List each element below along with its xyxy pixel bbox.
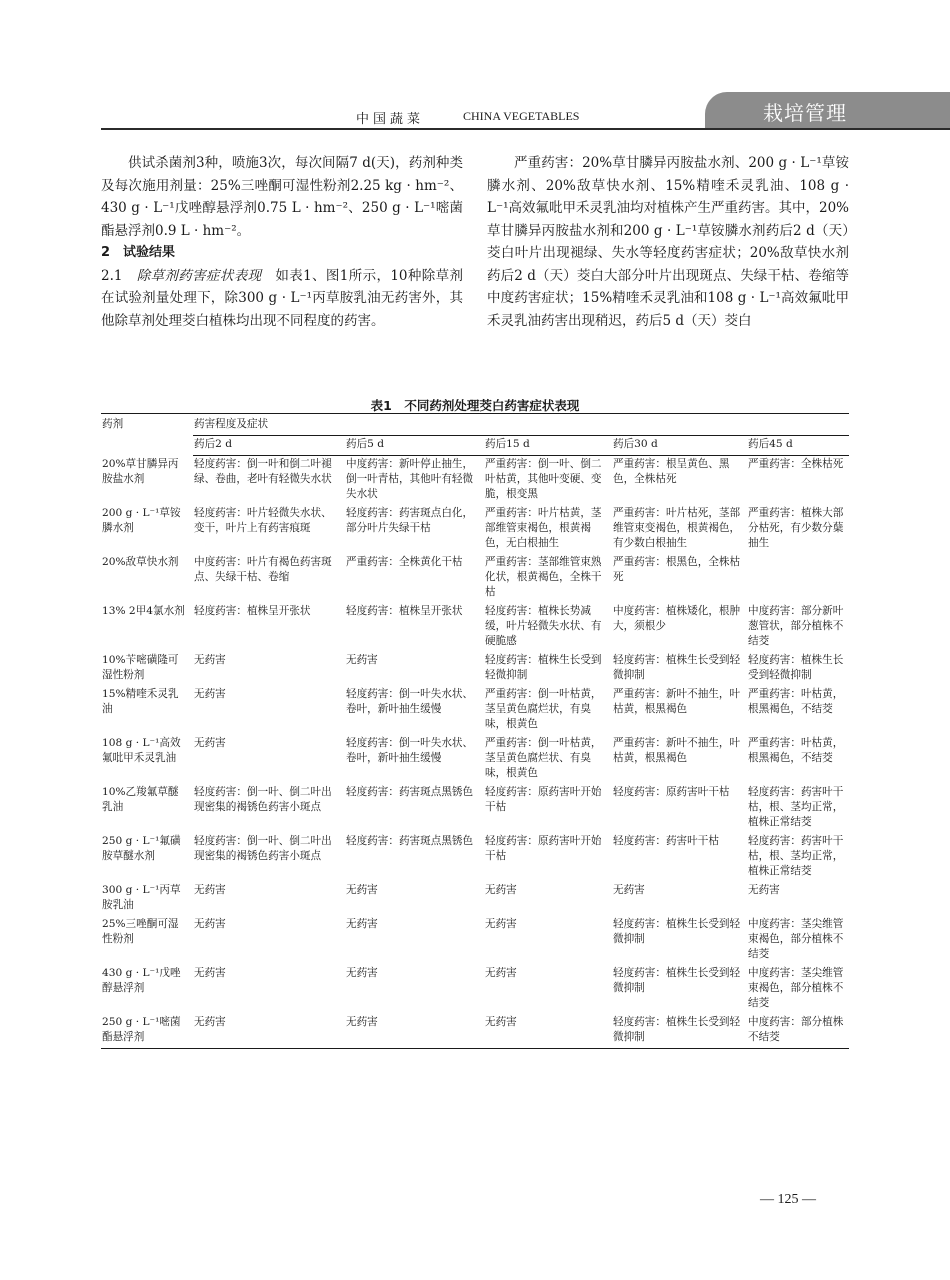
agent-cell: 20%草甘膦异丙胺盐水剂 <box>102 457 179 485</box>
symptom-cell: 轻度药害：植株生长受到轻微抑制 <box>485 654 602 681</box>
symptom-cell: 轻度药害：原药害叶开始干枯 <box>485 835 602 862</box>
symptom-cell: 轻度药害：倒一叶失水状、卷叶，新叶抽生缓慢 <box>346 737 474 764</box>
symptom-cell: 轻度药害：倒一叶和倒二叶褪绿、卷曲，老叶有轻微失水状 <box>194 458 332 485</box>
symptom-cell: 无药害 <box>485 884 517 896</box>
table-row <box>101 916 849 965</box>
symptom-cell: 严重药害：新叶不抽生，叶枯黄，根黑褐色 <box>613 688 741 715</box>
symptom-cell: 轻度药害：药害斑点黑锈色 <box>346 835 474 847</box>
symptom-cell: 轻度药害：药害叶干枯，根、茎均正常，植株正常结茭 <box>748 786 844 828</box>
table-row <box>101 833 849 882</box>
table-row <box>101 686 849 735</box>
header-day: 药后30 d <box>612 436 747 456</box>
symptom-cell: 无药害 <box>346 654 378 666</box>
journal-name-cn: 中国蔬菜 <box>356 112 425 127</box>
subsection-paragraph <box>101 265 463 333</box>
symptom-cell: 严重药害：叶片枯黄，茎部维管束褐色，根黄褐色，无白根抽生 <box>485 507 602 549</box>
symptom-cell: 严重药害：倒一叶枯黄，茎呈黄色腐烂状，有臭味，根黄色 <box>485 688 602 730</box>
symptom-cell: 无药害 <box>194 737 226 749</box>
symptom-cell: 中度药害：茎尖维管束褐色，部分植株不结茭 <box>748 918 844 960</box>
agent-cell: 250 g · L⁻¹嘧菌酯悬浮剂 <box>101 1014 193 1049</box>
symptom-cell: 中度药害：茎尖维管束褐色，部分植株不结茭 <box>748 967 844 1009</box>
header-symptoms: 药害程度及症状 <box>193 414 849 436</box>
table-row <box>101 652 849 686</box>
left-column <box>101 152 463 332</box>
symptom-cell: 轻度药害：倒一叶失水状、卷叶，新叶抽生缓慢 <box>346 688 474 715</box>
symptom-cell: 严重药害：叶片枯死，茎部维管束变褐色，根黄褐色，有少数白根抽生 <box>613 507 741 549</box>
symptom-cell: 轻度药害：药害叶干枯 <box>613 835 719 847</box>
page-number: — 125 — <box>760 1192 816 1207</box>
symptom-cell: 严重药害：植株大部分枯死，有少数分蘖抽生 <box>748 507 844 549</box>
symptom-cell: 轻度药害：植株生长受到轻微抑制 <box>613 654 741 681</box>
section-heading: 2 试验结果 <box>101 245 176 260</box>
symptom-cell: 严重药害：茎部维管束熟化状，根黄褐色，全株干枯 <box>485 556 602 598</box>
symptom-cell: 严重药害：叶枯黄，根黑褐色，不结茭 <box>748 688 844 715</box>
table-body <box>101 456 849 1049</box>
header-rule <box>101 128 950 130</box>
symptom-cell: 无药害 <box>345 1014 484 1049</box>
agent-cell: 430 g · L⁻¹戊唑醇悬浮剂 <box>102 967 181 994</box>
header-day: 药后45 d <box>747 436 849 456</box>
symptom-cell: 严重药害：全株黄化干枯 <box>346 556 463 568</box>
table-caption: 表1 不同药剂处理茭白药害症状表现 <box>370 398 580 413</box>
header-day: 药后2 d <box>193 436 345 456</box>
symptom-cell: 中度药害：部分新叶葱管状，部分植株不结茭 <box>748 605 844 647</box>
right-column <box>487 152 849 332</box>
agent-cell: 25%三唑酮可湿性粉剂 <box>102 918 179 945</box>
table-row <box>101 735 849 784</box>
agent-cell: 10%乙羧氟草醚乳油 <box>102 786 179 813</box>
table-row <box>101 784 849 833</box>
agent-cell: 300 g · L⁻¹丙草胺乳油 <box>102 884 181 911</box>
header-day: 药后5 d <box>345 436 484 456</box>
header-agent: 药剂 <box>101 414 193 456</box>
header-day: 药后15 d <box>484 436 612 456</box>
symptom-cell: 中度药害：植株矮化，根肿大，须根少 <box>613 605 741 632</box>
symptom-cell: 轻度药害：倒一叶、倒二叶出现密集的褐锈色药害小斑点 <box>194 786 332 813</box>
table-row <box>101 603 849 652</box>
symptom-cell: 无药害 <box>346 884 378 896</box>
symptom-cell: 中度药害：叶片有褐色药害斑点、失绿干枯、卷缩 <box>194 556 332 583</box>
symptom-cell: 无药害 <box>484 1014 612 1049</box>
symptom-cell: 严重药害：倒一叶枯黄，茎呈黄色腐烂状、有臭味，根黄色 <box>485 737 602 779</box>
table-row <box>101 1014 849 1049</box>
section-tab <box>705 92 950 128</box>
agent-cell: 200 g · L⁻¹草铵膦水剂 <box>102 507 181 534</box>
table-row <box>101 965 849 1014</box>
subsection-number: 2.1 <box>101 267 137 284</box>
agent-cell: 15%精喹禾灵乳油 <box>102 688 179 715</box>
symptom-cell: 严重药害：全株枯死 <box>748 458 844 470</box>
symptom-cell: 轻度药害：药害斑点黑锈色 <box>346 786 474 798</box>
symptom-cell: 中度药害：部分植株不结茭 <box>747 1014 849 1049</box>
symptom-cell: 轻度药害：植株生长受到轻微抑制 <box>613 967 741 994</box>
symptom-cell: 无药害 <box>194 967 226 979</box>
symptom-cell: 严重药害：根呈黄色、黑色，全株枯死 <box>613 458 730 485</box>
symptom-cell: 无药害 <box>485 967 517 979</box>
symptom-cell: 无药害 <box>193 1014 345 1049</box>
symptom-cell: 轻度药害：叶片轻微失水状、变干，叶片上有药害痕斑 <box>194 507 332 534</box>
journal-name-en: CHINA VEGETABLES <box>463 109 580 123</box>
symptom-cell: 无药害 <box>748 884 780 896</box>
severe-injury-paragraph: 严重药害：20%草甘膦异丙胺盐水剂、200 g · L⁻¹草铵膦水剂、20%敌草快水剂、15%精喹禾灵乳油、108 g · L⁻¹高效氟吡甲禾灵乳油均对植株产生严重药害。其中，20%草甘膦异丙胺盐水剂和200 g · L⁻¹草铵膦水剂药后2 d（天）茭白叶片出现褪绿、失水等轻度药害症状；20%敌草快水剂药后2 d（天）茭白大部分叶片出现斑点、失绿干枯、卷缩等中度药害症状；15%精喹禾灵乳油和108 g · L⁻¹高效氟吡甲禾灵乳油药害出现稍迟，药后5 d（天）茭白 <box>487 155 850 329</box>
symptoms-table <box>101 413 849 1049</box>
symptom-cell: 轻度药害：植株生长受到轻微抑制 <box>748 654 844 681</box>
symptom-cell: 无药害 <box>194 918 226 930</box>
symptom-cell: 严重药害：倒一叶、倒二叶枯黄，其他叶变硬、变脆，根变黑 <box>485 458 602 500</box>
symptom-cell: 轻度药害：植株生长受到轻微抑制 <box>612 1014 747 1049</box>
symptom-cell: 轻度药害：植株长势减缓，叶片轻微失水状、有硬脆感 <box>485 605 602 647</box>
symptom-cell: 严重药害：叶枯黄，根黑褐色，不结茭 <box>748 737 844 764</box>
symptom-cell: 轻度药害：植株呈开张状 <box>194 605 311 617</box>
symptom-cell: 轻度药害：植株生长受到轻微抑制 <box>613 918 741 945</box>
agent-cell: 250 g · L⁻¹氟磺胺草醚水剂 <box>102 835 181 862</box>
symptom-cell: 轻度药害：原药害叶干枯 <box>613 786 730 798</box>
symptom-cell: 轻度药害：原药害叶开始干枯 <box>485 786 602 813</box>
agent-cell: 13% 2甲4氯水剂 <box>102 605 185 617</box>
materials-paragraph: 供试杀菌剂3种，喷施3次，每次间隔7 d(天)，药剂种类及每次施用剂量：25%三唑酮可湿性粉剂2.25 kg · hm⁻²、430 g · L⁻¹戊唑醇悬浮剂0.75 L · hm⁻²、250 g · L⁻¹嘧菌酯悬浮剂0.9 L · hm⁻²。 <box>101 155 463 239</box>
symptom-cell: 轻度药害：倒一叶、倒二叶出现密集的褐锈色药害小斑点 <box>194 835 332 862</box>
symptom-cell: 中度药害：新叶停止抽生，倒一叶青枯，其他叶有轻微失水状 <box>346 458 474 500</box>
table-row <box>101 882 849 916</box>
header-days-row <box>101 436 849 456</box>
section-label: 栽培管理 <box>763 101 847 125</box>
symptom-cell <box>747 554 849 603</box>
symptom-cell: 无药害 <box>194 884 226 896</box>
symptom-cell: 无药害 <box>613 884 645 896</box>
subsection-title: 除草剂药害症状表现 <box>136 267 262 284</box>
table-row <box>101 554 849 603</box>
symptom-cell: 轻度药害：药害斑点白化，部分叶片失绿干枯 <box>346 507 474 534</box>
symptom-cell: 无药害 <box>194 688 226 700</box>
table-row <box>101 505 849 554</box>
table-row <box>101 456 849 506</box>
agent-cell: 10%苄嘧磺隆可湿性粉剂 <box>102 654 179 681</box>
agent-cell: 108 g · L⁻¹高效氟吡甲禾灵乳油 <box>102 737 181 764</box>
symptom-cell: 轻度药害：药害叶干枯，根、茎均正常，植株正常结茭 <box>748 835 844 877</box>
symptom-cell: 轻度药害：植株呈开张状 <box>346 605 463 617</box>
symptom-cell: 无药害 <box>194 654 226 666</box>
symptom-cell: 无药害 <box>346 967 378 979</box>
symptom-cell: 严重药害：新叶不抽生，叶枯黄，根黑褐色 <box>613 737 741 764</box>
page-header <box>0 0 950 136</box>
agent-cell: 20%敌草快水剂 <box>102 556 179 568</box>
subsection-body: 如表1、图1所示，10种除草剂在试验剂量处理下，除300 g · L⁻¹丙草胺乳油无药害外，其他除草剂处理茭白植株均出现不同程度的药害。 <box>101 267 463 329</box>
symptom-cell: 无药害 <box>346 918 378 930</box>
symptom-cell: 严重药害：根黑色，全株枯死 <box>613 556 741 583</box>
symptom-cell: 无药害 <box>485 918 517 930</box>
